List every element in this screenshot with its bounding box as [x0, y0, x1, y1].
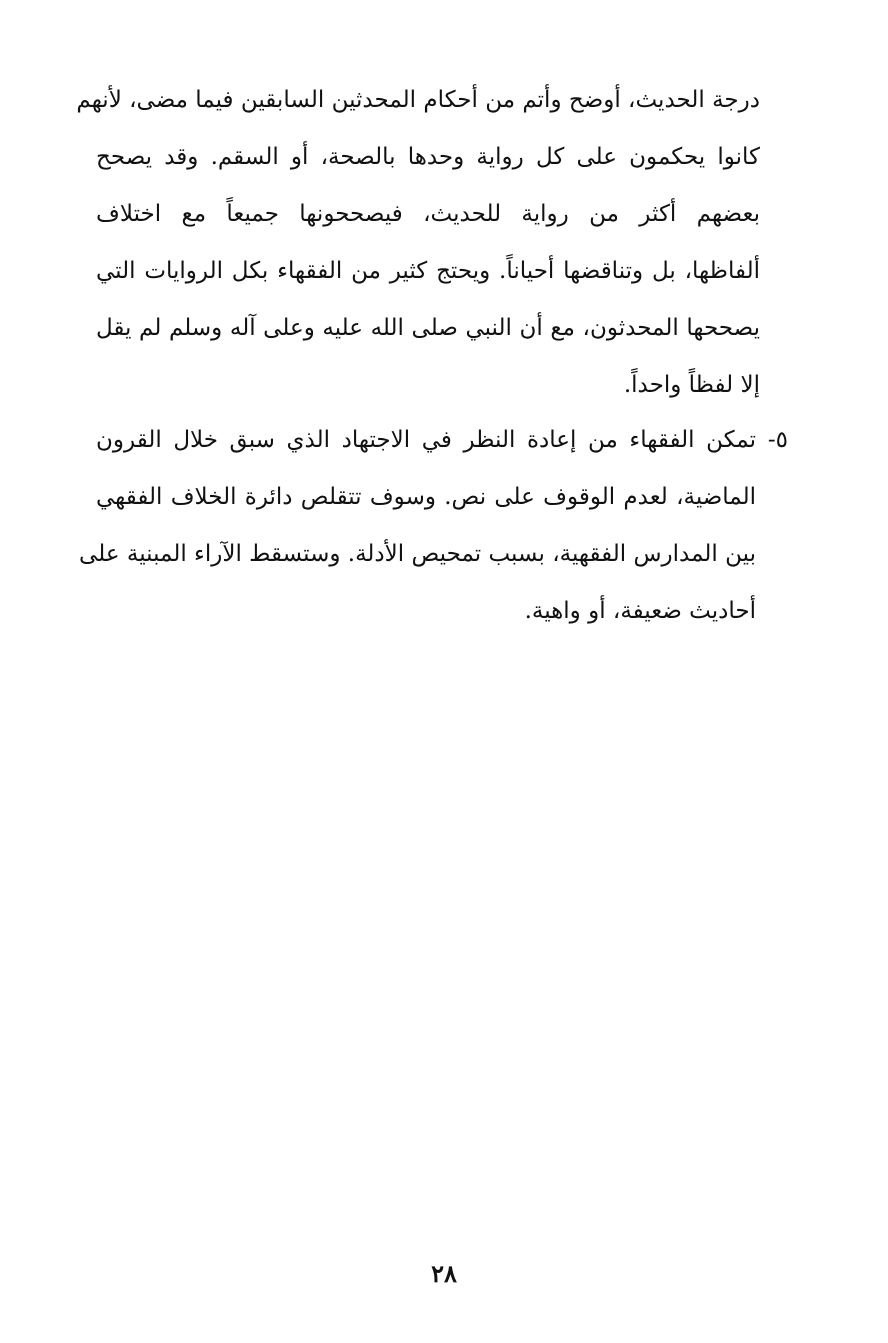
- list-item-line: بين المدارس الفقهية، بسبب تمحيص الأدلة. وستسقط الآراء المبنية على: [79, 541, 756, 567]
- list-item-line: الماضية، لعدم الوقوف على نص. وسوف تتقلص دائرة الخلاف الفقهي: [96, 484, 756, 510]
- paragraph-line: كانوا يحكمون على كل رواية وحدها بالصحة، أو السقم. وقد يصحح: [96, 144, 760, 170]
- paragraph-line: ألفاظها، بل وتناقضها أحياناً. ويحتج كثير من الفقهاء بكل الروايات التي: [96, 258, 760, 284]
- list-item-line: أحاديث ضعيفة، أو واهية.: [524, 598, 756, 624]
- paragraph-line: بعضهم أكثر من رواية للحديث، فيصححونها جميعاً مع اختلاف: [96, 201, 760, 227]
- list-item-5: [79, 412, 788, 640]
- list-item-line: تمكن الفقهاء من إعادة النظر في الاجتهاد الذي سبق خلال القرون: [96, 427, 756, 453]
- page-number: ٢٨: [431, 1259, 457, 1288]
- paragraph-line: يصححها المحدثون، مع أن النبي صلى الله عليه وعلى آله وسلم لم يقل: [96, 315, 760, 341]
- paragraph-line: درجة الحديث، أوضح وأتم من أحكام المحدثين السابقين فيما مضى، لأنهم: [76, 87, 760, 113]
- paragraph-continuation: [76, 72, 760, 414]
- list-marker: ٥-: [767, 427, 788, 453]
- paragraph-line: إلا لفظاً واحداً.: [623, 372, 760, 398]
- list-item-body: [79, 412, 788, 640]
